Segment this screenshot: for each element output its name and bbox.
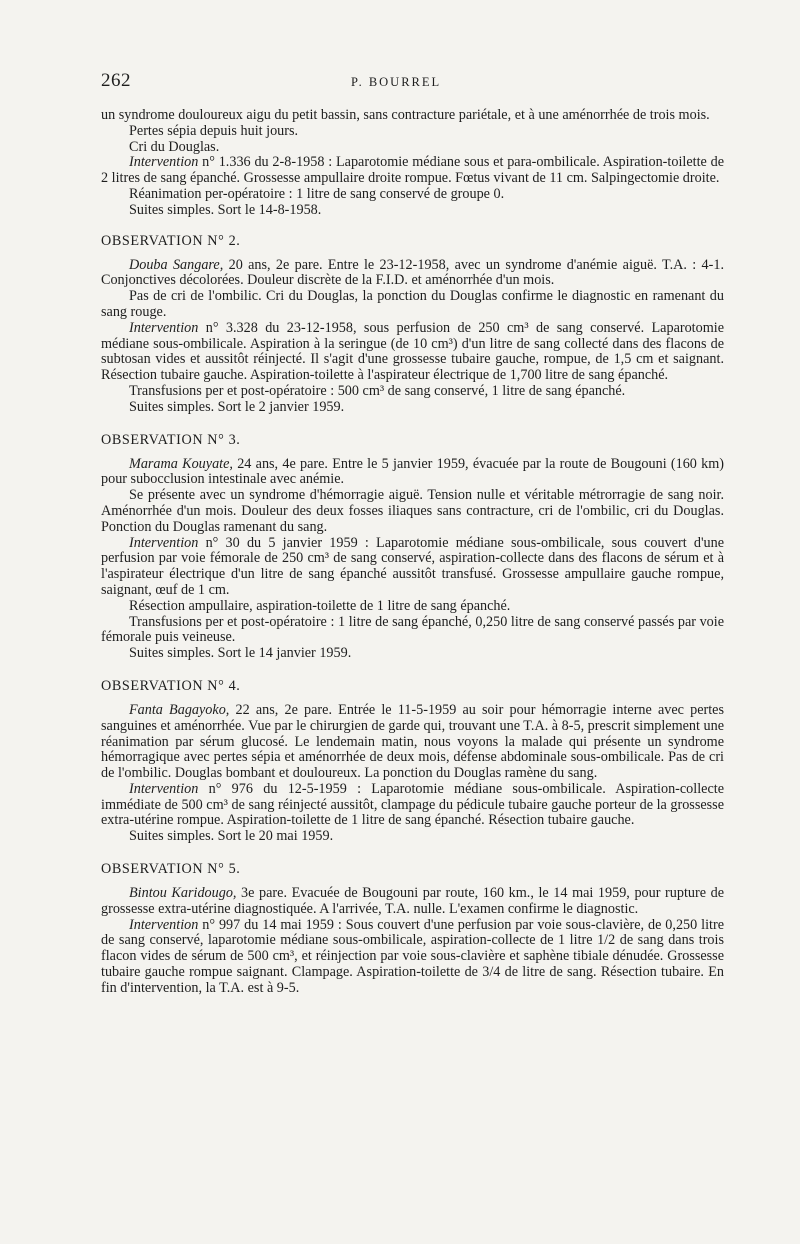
- paragraph: [101, 400, 724, 416]
- running-head: [101, 70, 770, 104]
- observation-title: OBSERVATION N° 3.: [101, 431, 241, 448]
- italic-lead: Intervention: [129, 534, 199, 551]
- observation-section: [101, 233, 724, 416]
- italic-lead: Intervention: [129, 154, 199, 171]
- paragraph: [101, 536, 724, 599]
- italic-lead: Fanta Bagayoko,: [129, 701, 230, 718]
- paragraph: [101, 615, 724, 647]
- paragraph-text: Transfusions per et post-opératoire : 500 cm³ de sang conservé, 1 litre de sang épanché.: [129, 382, 626, 399]
- paragraph: [101, 258, 724, 290]
- paragraph: [101, 108, 724, 124]
- italic-lead: Intervention: [129, 319, 199, 336]
- paragraph: [101, 782, 724, 829]
- paragraph-text: Pas de cri de l'ombilic. Cri du Douglas, la ponction du Douglas confirme le diagnostic en ramenant du sang rouge.: [101, 288, 724, 320]
- paragraph-text: un syndrome douloureux aigu du petit bassin, sans contracture pariétale, et à une aménorrhée de trois mois.: [101, 107, 710, 123]
- paragraph-text: 3e pare. Evacuée de Bougouni par route, 160 km., le 14 mai 1959, pour rupture de grossesse extra-utérine diagnostiquée. A l'arrivée, T.A. nulle. L'examen confirme le diagnostic.: [101, 885, 724, 917]
- body-text: [101, 108, 724, 997]
- paragraph: [101, 155, 724, 187]
- observation-title: OBSERVATION N° 2.: [101, 232, 241, 249]
- paragraph-text: 22 ans, 2e pare. Entrée le 11-5-1959 au soir pour hémorragie interne avec pertes sanguines et aménorrhée. Vue par le chirurgien de garde qui, trouvant une T.A. à 8-5, prescrit simplement une réanimation par sérum glucosé. Le lendemain matin, nous voyons la malade qui présente un syndrome hémorragique avec pertes sépia et aménorrhée de deux mois, défense abdominale sous-ombilicale. Pas de cri de l'ombilic. Douglas bombant et douloureux. La ponction du Douglas ramène du sang.: [101, 701, 724, 782]
- running-head-author: P. BOURREL: [351, 75, 442, 89]
- paragraph-text: n° 30 du 5 janvier 1959 : Laparotomie médiane sous-ombilicale, sous couvert d'une perfusion par voie fémorale de 250 cm³ de sang conservé, aspiration-collecte dans des flacons de sérum et à l'aspirateur électrique d'un litre de sang épanché aussitôt transfusé. Grossesse ampullaire gauche rompue, saignant, œuf de 1 cm.: [101, 534, 724, 598]
- paragraph-text: n° 976 du 12-5-1959 : Laparotomie médiane sous-ombilicale. Aspiration-collecte immédiate de 500 cm³ de sang réinjecté aussitôt, clampage du pédicule tubaire gauche porteur de la grossesse extra-utérine rompue. Aspiration-toilette de 1 litre de sang épanché. Résection tubaire gauche.: [101, 780, 724, 829]
- observation-title: OBSERVATION N° 5.: [101, 861, 241, 878]
- paragraph: [101, 886, 724, 918]
- paragraph: [101, 488, 724, 535]
- italic-lead: Intervention: [129, 780, 199, 797]
- paragraph-text: Suites simples. Sort le 14-8-1958.: [129, 201, 322, 218]
- paragraph: [101, 289, 724, 321]
- paragraph-text: Résection ampullaire, aspiration-toilette de 1 litre de sang épanché.: [129, 597, 511, 614]
- italic-lead: Marama Kouyate,: [129, 455, 233, 472]
- observation-section: [101, 678, 724, 845]
- paragraph: [101, 918, 724, 997]
- paragraph: [101, 829, 724, 845]
- paragraph-text: Réanimation per-opératoire : 1 litre de sang conservé de groupe 0.: [129, 185, 505, 202]
- paragraph-text: n° 997 du 14 mai 1959 : Sous couvert d'une perfusion par voie sous-clavière, de 0,250 litre de sang conservé, laparotomie médiane sous-ombilicale, aspiration-collecte de 1 litre 1/2 de sang dans trois flacon vides de sérum de 500 cm³, et réinjection par voie sous-clavière et saphène tibiale dénudée. Grossesse tubaire gauche rompue saignant. Clampage. Aspiration-toilette de 3/4 de litre de sang. Résection tubaire. En fin d'intervention, la T.A. est à 9-5.: [101, 916, 724, 996]
- paragraph-text: Suites simples. Sort le 20 mai 1959.: [129, 828, 334, 845]
- paragraph: [101, 599, 724, 615]
- paragraph: [101, 140, 724, 156]
- paragraph-text: n° 3.328 du 23-12-1958, sous perfusion de 250 cm³ de sang conservé. Laparotomie médiane sous-ombilicale. Aspiration à la seringue (de 10 cm³) d'un litre de sang collecté dans des flacons de subtosan vides et aussitôt réinjecté. Il s'agit d'une grossesse tubaire gauche, rompue, de 1,5 cm et saignant. Résection tubaire gauche. Aspiration-toilette à l'aspirateur électrique de 1,700 litre de sang épanché.: [101, 319, 724, 384]
- paragraph: [101, 703, 724, 782]
- paragraph-text: Transfusions per et post-opératoire : 1 litre de sang épanché, 0,250 litre de sang conservé passés par voie fémorale puis veineuse.: [101, 613, 724, 646]
- paragraph: [101, 384, 724, 400]
- paragraph: [101, 321, 724, 384]
- page-number: 262: [101, 70, 131, 91]
- paragraph: [101, 646, 724, 662]
- paragraph: [101, 457, 724, 489]
- observation-title: OBSERVATION N° 4.: [101, 677, 241, 694]
- paragraph-text: n° 1.336 du 2-8-1958 : Laparotomie médiane sous et para-ombilicale. Aspiration-toilette de 2 litres de sang épanché. Grossesse ampullaire droite rompue. Fœtus vivant de 11 cm. Salpingectomie droite.: [101, 154, 724, 187]
- paragraph-text: Se présente avec un syndrome d'hémorragie aiguë. Tension nulle et véritable métrorragie de sang noir. Aménorrhée d'un mois. Douleur des deux fosses iliaques sans contracture, cri de l'ombilic, cri du Douglas. Ponction du Douglas ramenant du sang.: [101, 487, 724, 535]
- paragraph-text: 20 ans, 2e pare. Entre le 23-12-1958, avec un syndrome d'anémie aiguë. T.A. : 4-1. Conjonctives décolorées. Douleur discrète de la F.I.D. et aménorrhée d'un mois.: [101, 256, 724, 289]
- paragraph: [101, 203, 724, 219]
- paragraph-text: Cri du Douglas.: [129, 138, 220, 155]
- paragraph-text: 24 ans, 4e pare. Entre le 5 janvier 1959, évacuée par la route de Bougouni (160 km) pour subocclusion intestinale avec anémie.: [101, 455, 724, 488]
- observations: [101, 233, 724, 997]
- paragraph: [101, 124, 724, 140]
- italic-lead: Bintou Karidougo,: [129, 885, 237, 902]
- observation-section: [101, 432, 724, 662]
- paragraph-text: Suites simples. Sort le 14 janvier 1959.: [129, 645, 352, 662]
- observation-section: [101, 861, 724, 997]
- paragraph: [101, 187, 724, 203]
- italic-lead: Douba Sangare,: [129, 256, 224, 273]
- paragraph-text: Suites simples. Sort le 2 janvier 1959.: [129, 398, 345, 415]
- italic-lead: Intervention: [129, 916, 199, 933]
- intro-section: [101, 108, 724, 219]
- paragraph-text: Pertes sépia depuis huit jours.: [129, 122, 299, 139]
